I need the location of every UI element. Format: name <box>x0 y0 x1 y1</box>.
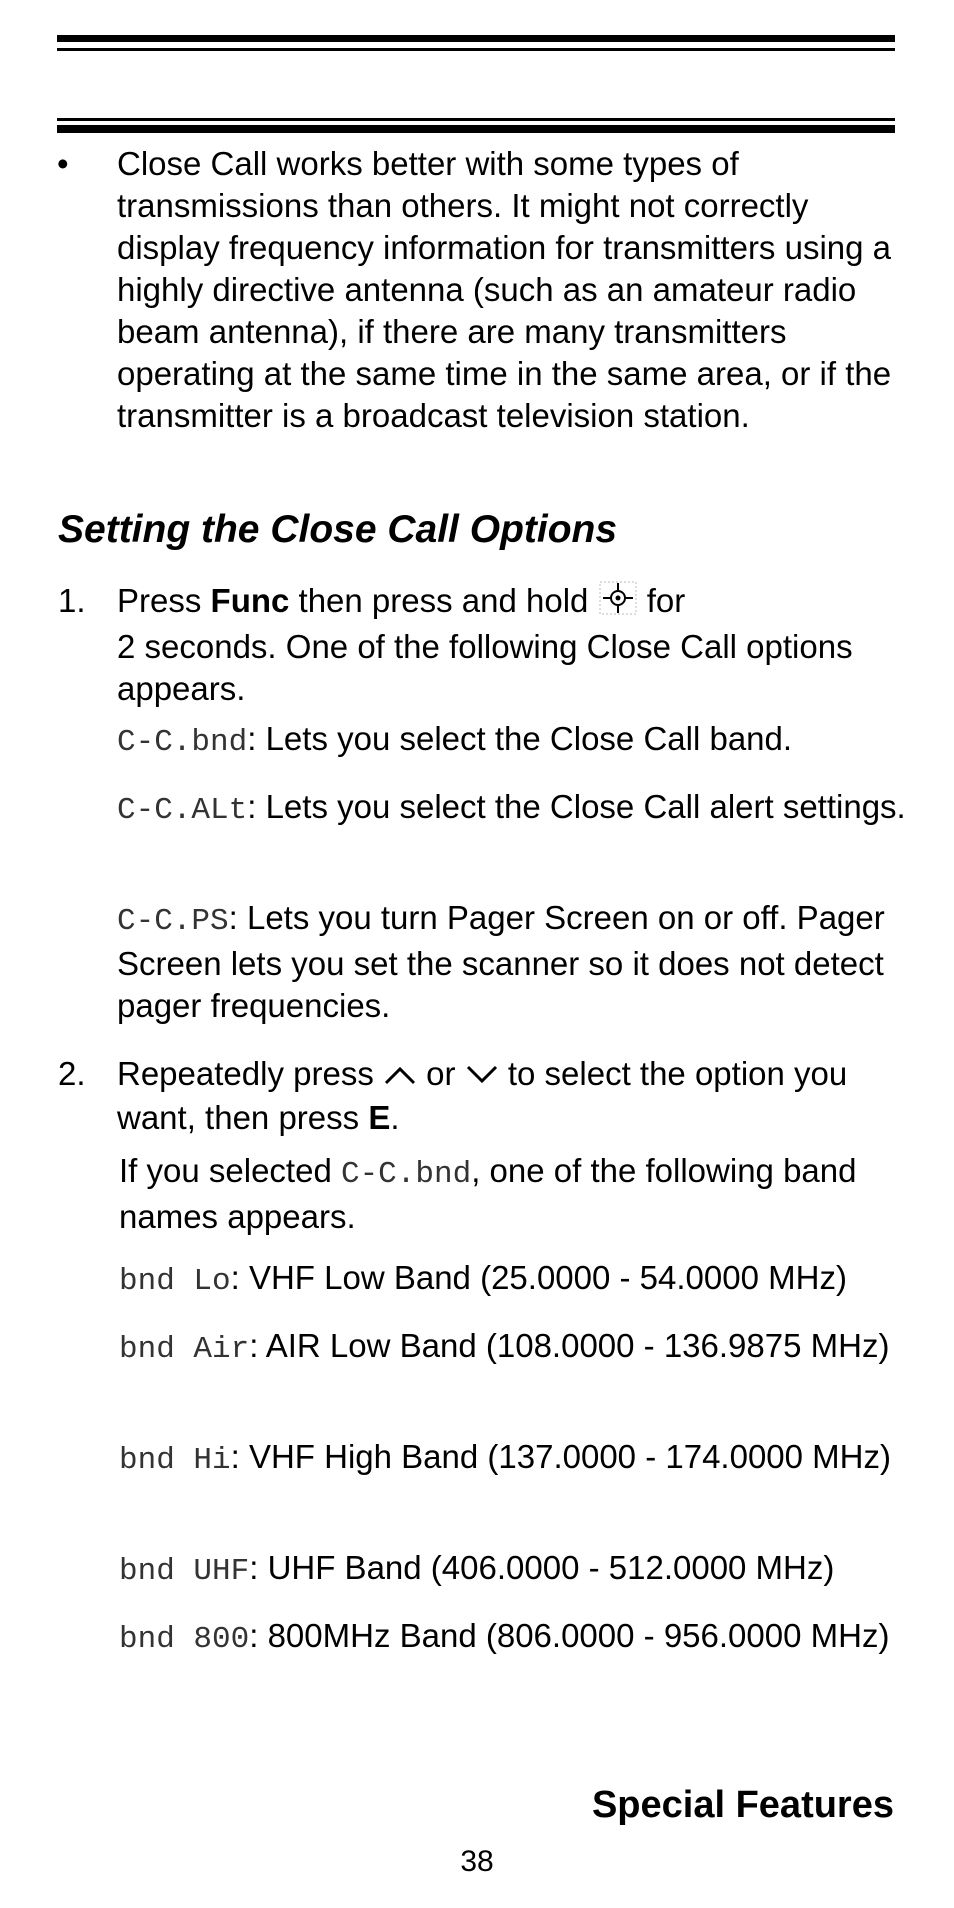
step-1-for: for <box>637 582 686 619</box>
header-rule-thick-top <box>57 35 895 42</box>
option-code: C-C.PS <box>117 904 229 939</box>
band-800 <box>119 1615 919 1661</box>
band-desc: : VHF High Band (137.0000 - 174.0000 MHz) <box>230 1438 891 1475</box>
band-code: bnd UHF <box>119 1554 250 1589</box>
band-code: bnd Lo <box>119 1264 231 1299</box>
step-1-hold: then press and hold <box>289 582 598 619</box>
step-1-number: 1. <box>58 582 86 619</box>
band-hi <box>119 1436 919 1482</box>
option-desc: : Lets you turn Pager Screen on or off. Pager Screen lets you set the scanner so it does not detect pager frequencies. <box>117 899 885 1024</box>
option-code: C-C.ALt <box>117 793 248 828</box>
band-code: bnd 800 <box>119 1622 250 1657</box>
band-desc: : 800MHz Band (806.0000 - 956.0000 MHz) <box>249 1617 890 1654</box>
option-cc-ps <box>117 897 907 1027</box>
footer-section-title: Special Features <box>591 1784 894 1826</box>
band-code: bnd Hi <box>119 1443 231 1478</box>
step-2-number: 2. <box>58 1055 86 1092</box>
step-2-subtext <box>119 1150 909 1238</box>
band-lo <box>119 1257 919 1303</box>
subtext-a: If you selected <box>119 1152 341 1189</box>
bullet-marker: • <box>57 145 69 182</box>
option-cc-bnd <box>117 718 907 764</box>
subtext-b: , one of the following band names appears. <box>119 1152 857 1235</box>
page-number: 38 <box>460 1845 494 1878</box>
step-1-press: Press <box>117 582 211 619</box>
step-1-text <box>117 580 907 710</box>
section-title: Setting the Close Call Options <box>58 508 618 551</box>
option-cc-alt <box>117 786 907 832</box>
bullet-paragraph: Close Call works better with some types of transmissions than others. It might not correctly display frequency information for transmitters using a highly directive antenna (such as an amateur radio beam antenna), if there are many transmitters operating at the same time in the same area, or if the transmitter is a broadcast television station. <box>117 145 892 434</box>
header-rule-thin-bottom <box>57 118 895 121</box>
band-desc: : UHF Band (406.0000 - 512.0000 MHz) <box>249 1549 835 1586</box>
e-key-label: E <box>368 1099 391 1137</box>
step-1-line2: 2 seconds. One of the following Close Call options appears. <box>117 628 853 708</box>
band-desc: : VHF Low Band (25.0000 - 54.0000 MHz) <box>230 1259 847 1296</box>
step-2-text <box>117 1053 907 1139</box>
option-desc: : Lets you select the Close Call alert settings. <box>247 788 906 825</box>
option-desc: : Lets you select the Close Call band. <box>247 720 793 757</box>
chevron-up-icon <box>383 1055 417 1097</box>
header-rule-thin-top <box>57 48 895 51</box>
step-2-or: or <box>416 1055 465 1092</box>
step-2-text1: Repeatedly press <box>117 1055 383 1092</box>
band-desc: : AIR Low Band (108.0000 - 136.9875 MHz) <box>249 1327 890 1364</box>
band-air <box>119 1325 919 1371</box>
func-key-label: Func <box>210 582 290 619</box>
step-2-period: . <box>390 1099 400 1137</box>
option-code: C-C.bnd <box>117 725 248 760</box>
header-rule-thick-bottom <box>57 125 895 133</box>
step-2-text2: to select the option you want, then press <box>117 1055 848 1137</box>
band-code: bnd Air <box>119 1332 250 1367</box>
chevron-down-icon <box>465 1055 499 1097</box>
subtext-code: C-C.bnd <box>340 1157 472 1192</box>
band-uhf <box>119 1547 919 1593</box>
close-call-icon <box>598 580 638 626</box>
